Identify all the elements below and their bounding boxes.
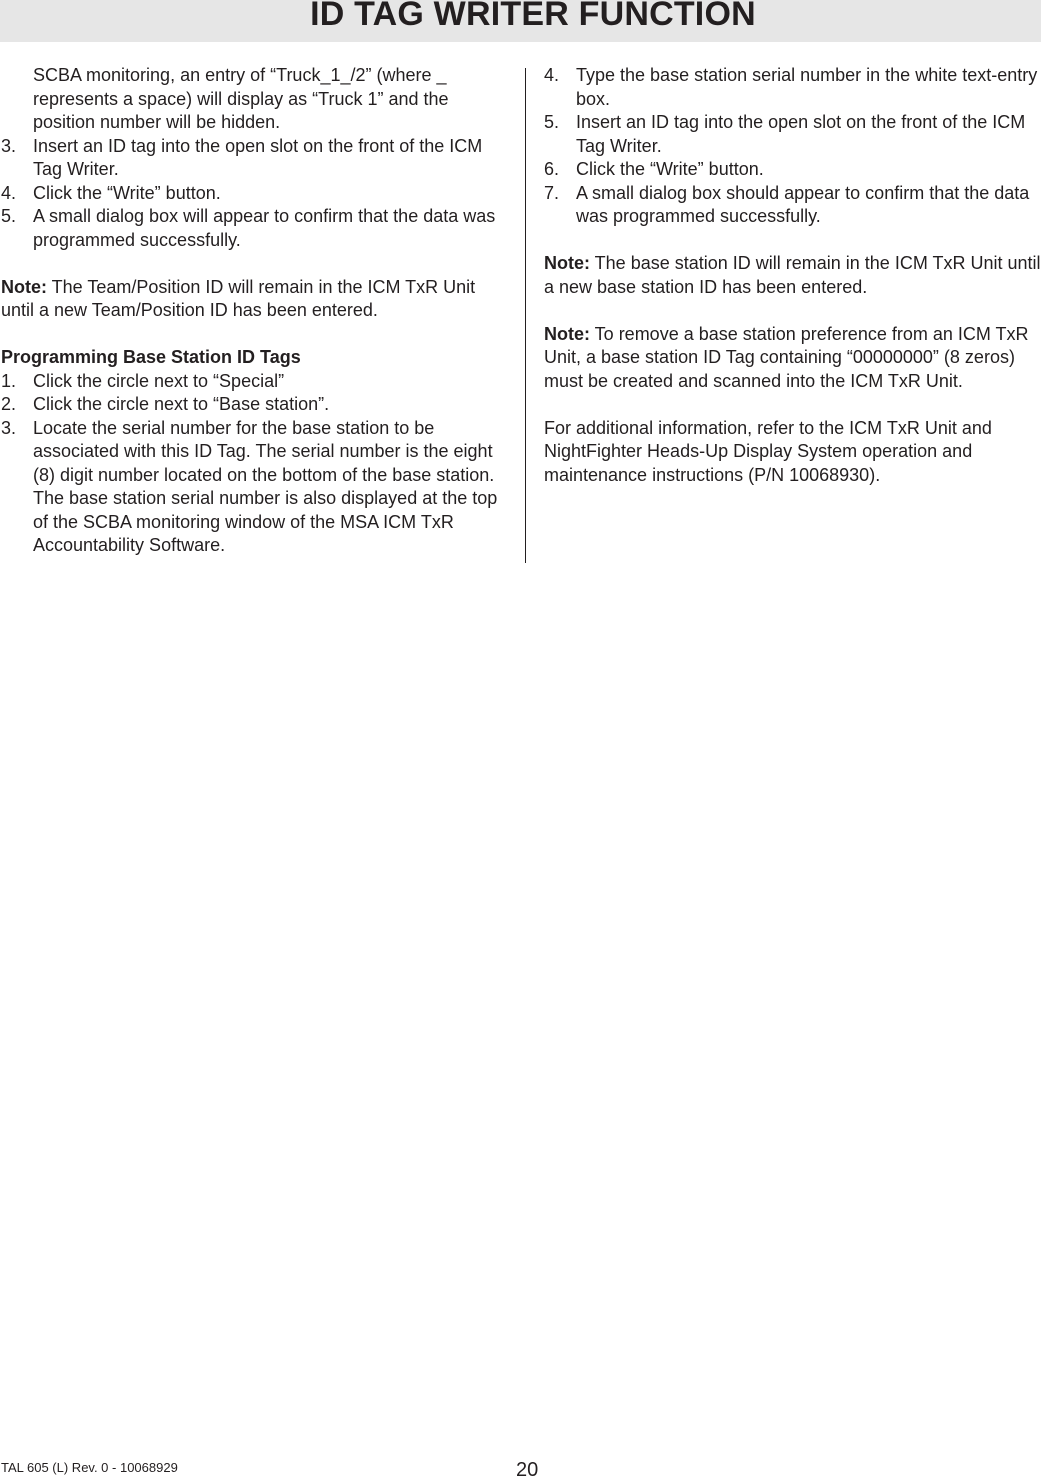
step-number: 2. <box>1 394 17 414</box>
note-text: To remove a base station preference from an ICM TxR Unit, a base station ID Tag containing “00000000” (8 zeros) must be created and scanned into the ICM TxR Unit. <box>544 323 1029 391</box>
list-item <box>1 370 511 394</box>
note-label: Note: <box>544 323 590 344</box>
intro-paragraph: SCBA monitoring, an entry of “Truck_1_/2” (where _ represents a space) will display as “Truck 1” and the position number will be hidden. <box>33 65 449 132</box>
step-text: A small dialog box will appear to confirm that the data was programmed successfully. <box>33 206 496 250</box>
list-item <box>544 182 1041 229</box>
step-text: Click the circle next to “Special” <box>33 370 285 391</box>
page-title: ID TAG WRITER FUNCTION <box>310 0 756 33</box>
note-label: Note: <box>1 276 47 297</box>
step-text: Click the circle next to “Base station”. <box>33 394 330 414</box>
step-number: 3. <box>1 417 17 438</box>
note-paragraph <box>544 252 1041 299</box>
list-item <box>1 205 511 252</box>
step-number: 7. <box>544 182 560 203</box>
step-number: 5. <box>544 112 560 132</box>
step-text: Click the “Write” button. <box>33 182 221 203</box>
list-item <box>544 64 1041 111</box>
list-item <box>544 158 1041 182</box>
list-item <box>1 393 511 417</box>
list-item <box>1 135 511 182</box>
note-text: The base station ID will remain in the ICM TxR Unit until a new base station ID has been entered. <box>544 253 1041 297</box>
note-paragraph <box>1 276 511 323</box>
left-column <box>1 64 511 558</box>
step-number: 4. <box>544 65 560 85</box>
step-text: Type the base station serial number in the white text-entry box. <box>576 65 1038 109</box>
step-text: Insert an ID tag into the open slot on the front of the ICM Tag Writer. <box>576 112 1026 156</box>
list-item <box>544 111 1041 158</box>
step-text: Insert an ID tag into the open slot on the front of the ICM Tag Writer. <box>33 135 483 179</box>
right-column <box>544 64 1041 487</box>
step-text: Click the “Write” button. <box>576 159 764 179</box>
note-text: The Team/Position ID will remain in the ICM TxR Unit until a new Team/Position ID has been entered. <box>1 276 476 320</box>
step-number: 3. <box>1 135 17 156</box>
step-text: A small dialog box should appear to confirm that the data was programmed successfully. <box>576 182 1030 226</box>
step-number: 6. <box>544 159 560 179</box>
document-reference: TAL 605 (L) Rev. 0 - 10068929 <box>1 1460 178 1475</box>
section-heading: Programming Base Station ID Tags <box>1 347 301 367</box>
step-number: 1. <box>1 370 17 391</box>
list-item <box>1 182 511 206</box>
list-item <box>1 417 511 558</box>
step-text: Locate the serial number for the base station to be associated with this ID Tag. The serial number is the eight (8) digit number located on the bottom of the base station. The base station serial number is also displayed at the top of the SCBA monitoring window of the MSA ICM TxR Accountability Software. <box>33 417 498 555</box>
additional-info-paragraph: For additional information, refer to the ICM TxR Unit and NightFighter Heads-Up Display System operation and maintenance instructions (P/N 10068930). <box>544 417 992 485</box>
note-label: Note: <box>544 253 590 273</box>
page-number: 20 <box>516 1459 539 1481</box>
column-divider <box>525 68 526 563</box>
step-number: 5. <box>1 206 17 226</box>
step-number: 4. <box>1 182 17 203</box>
note-paragraph <box>544 323 1041 394</box>
